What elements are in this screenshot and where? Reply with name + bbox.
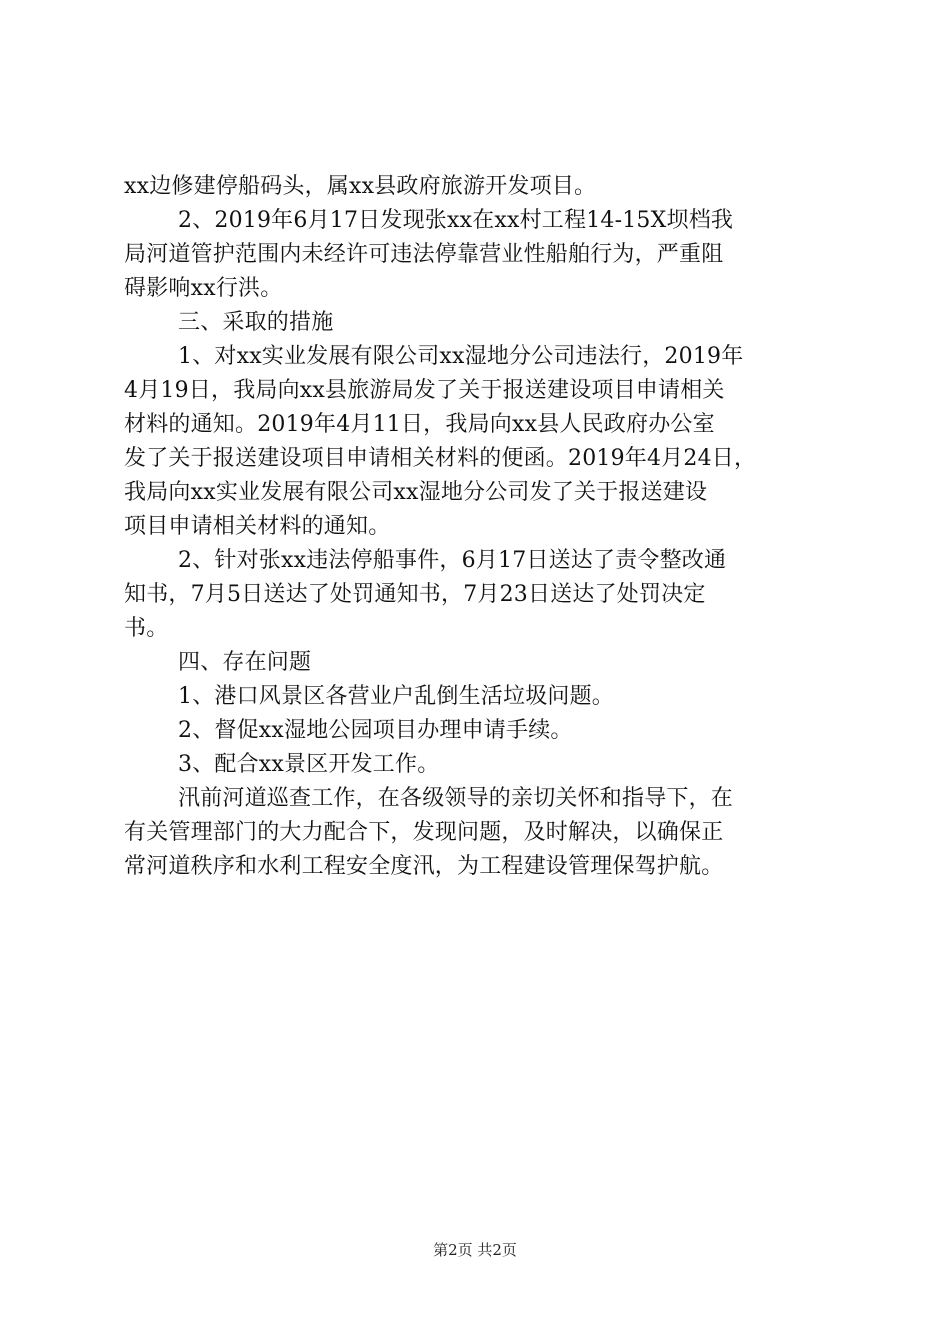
text-line: 知书，7月5日送达了处罚通知书，7月23日送达了处罚决定 bbox=[124, 582, 706, 607]
text-line: 汛前河道巡查工作，在各级领导的亲切关怀和指导下，在 bbox=[178, 786, 734, 811]
text-line: 碍影响xx行洪。 bbox=[124, 276, 283, 301]
text-line: 有关管理部门的大力配合下，发现问题，及时解决，以确保正 bbox=[124, 820, 724, 845]
text-line: 2、2019年6月17日发现张xx在xx村工程14-15X坝档我 bbox=[178, 208, 734, 233]
text-line: 书。 bbox=[124, 616, 169, 641]
text-line: 我局向xx实业发展有限公司xx湿地分公司发了关于报送建设 bbox=[124, 480, 708, 505]
text-line: 发了关于报送建设项目申请相关材料的便函。2019年4月24日， bbox=[124, 446, 757, 471]
text-line: 项目申请相关材料的通知。 bbox=[124, 514, 391, 539]
text-line: 局河道管护范围内未经许可违法停靠营业性船舶行为，严重阻 bbox=[124, 242, 724, 267]
text-line: 2、针对张xx违法停船事件，6月17日送达了责令整改通 bbox=[178, 548, 727, 573]
text-line: 材料的通知。2019年4月11日，我局向xx县人民政府办公室 bbox=[124, 412, 715, 437]
text-line: 常河道秩序和水利工程安全度汛，为工程建设管理保驾护航。 bbox=[124, 854, 724, 879]
text-line: 4月19日，我局向xx县旅游局发了关于报送建设项目申请相关 bbox=[124, 378, 725, 403]
text-line: 1、对xx实业发展有限公司xx湿地分公司违法行，2019年 bbox=[178, 344, 744, 369]
text-line: 3、配合xx景区开发工作。 bbox=[178, 752, 440, 777]
section-heading: 四、存在问题 bbox=[178, 650, 312, 675]
page-number-footer: 第2页 共2页 bbox=[433, 1241, 517, 1259]
text-line: 2、督促xx湿地公园项目办理申请手续。 bbox=[178, 718, 573, 743]
text-line: xx边修建停船码头，属xx县政府旅游开发项目。 bbox=[124, 174, 597, 199]
section-heading: 三、采取的措施 bbox=[178, 310, 334, 335]
text-line: 1、港口风景区各营业户乱倒生活垃圾问题。 bbox=[178, 684, 614, 709]
document-body bbox=[124, 170, 834, 884]
